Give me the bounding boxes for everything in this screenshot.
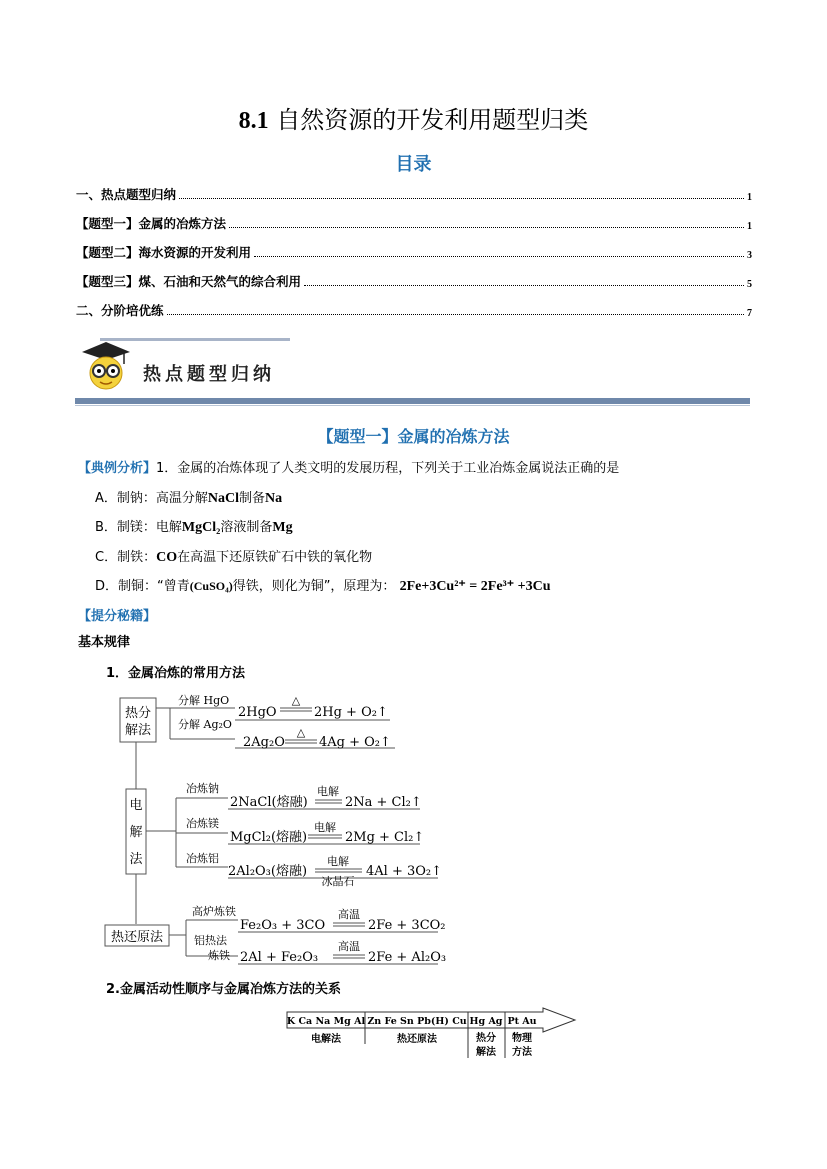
eq-rhs: 2Fe + 3CO₂ (368, 918, 446, 933)
question-tag: 【典例分析】 (78, 461, 157, 476)
option-equation: 2Fe+3Cu²⁺ = 2Fe³⁺ +3Cu (399, 579, 551, 594)
eq-condition: 高温 (338, 908, 360, 921)
question-stem (78, 457, 619, 476)
toc-item-page: 7 (747, 308, 752, 319)
toc-item[interactable] (76, 212, 752, 232)
method-name-electro-2: 解 (129, 825, 143, 840)
option-text: C．制铁： (95, 550, 157, 565)
eq-condition: △ (296, 726, 306, 739)
eq-condition: 电解 (317, 785, 339, 798)
option-d[interactable] (95, 575, 551, 595)
row-condition: 炼铁 (208, 949, 230, 962)
toc-item-page: 5 (747, 279, 752, 290)
eq-rhs: 2Na + Cl₂↑ (345, 795, 422, 810)
option-formula: MgCl₂ (181, 520, 221, 535)
method-label: 电解法 (311, 1034, 341, 1045)
method-label: 物理 (512, 1033, 532, 1044)
metal-group: Zn Fe Sn Pb(H) Cu (367, 1016, 467, 1027)
eq-lhs: 2HgO (238, 705, 277, 720)
toc-leader (304, 285, 744, 286)
method-label-2: 解法 (476, 1047, 496, 1058)
toc-heading: 目录 (395, 154, 432, 175)
toc-item[interactable] (76, 270, 752, 290)
option-formula: CO (156, 550, 178, 565)
method-label: 热分 (476, 1033, 496, 1044)
eq-condition: 高温 (338, 940, 360, 953)
basic-rules-heading: 基本规律 (78, 635, 131, 650)
row-condition: 分解 HgO (178, 694, 230, 707)
method-label-2: 方法 (512, 1047, 532, 1058)
option-text: 得铁，则化为铜”，原理为： (232, 579, 396, 594)
toc-leader (254, 256, 744, 257)
eq-condition: 电解 (314, 821, 336, 834)
eq-lhs: MgCl₂(熔融) (230, 830, 308, 845)
row-condition: 高炉炼铁 (192, 905, 236, 918)
metal-group: Hg Ag (469, 1016, 503, 1027)
eq-rhs: 2Mg + Cl₂↑ (345, 830, 425, 845)
method-name-reduce: 热还原法 (110, 930, 164, 945)
method-name-electro: 电 (129, 798, 143, 813)
method-label: 热还原法 (397, 1034, 437, 1045)
eq-rhs: 4Ag + O₂↑ (319, 735, 391, 750)
toc-item-label: 【题型二】海水资源的开发利用 (76, 245, 252, 260)
option-formula: (CuSO₄) (189, 579, 233, 593)
toc-leader (167, 314, 744, 315)
option-formula: Na (265, 491, 283, 506)
row-condition: 冶炼钠 (186, 782, 219, 795)
banner-divider-thin (75, 405, 750, 406)
option-b[interactable] (95, 516, 293, 536)
option-text: 制备 (239, 491, 266, 506)
option-text: D．制铜：“曾青 (95, 579, 190, 594)
eq-catalyst: 冰晶石 (321, 875, 355, 888)
eq-lhs: 2Al + Fe₂O₃ (240, 950, 319, 965)
scholar-mascot-icon (80, 340, 132, 392)
eq-condition: 电解 (327, 855, 349, 868)
question-text: 1．金属的冶炼体现了人类文明的发展历程，下列关于工业冶炼金属说法正确的是 (156, 461, 620, 476)
eq-rhs: 2Fe + Al₂O₃ (368, 950, 447, 965)
title-text: 自然资源的开发利用题型归类 (276, 106, 589, 134)
option-formula: NaCl (207, 491, 240, 506)
method-name-heat: 热分 (124, 706, 152, 721)
toc-item[interactable] (76, 183, 752, 203)
eq-lhs: 2Al₂O₃(熔融) (228, 864, 308, 879)
toc-item-label: 二、分阶培优练 (76, 303, 164, 318)
eq-lhs: 2NaCl(熔融) (230, 795, 308, 810)
toc-item-page: 1 (747, 192, 752, 203)
banner-title: 热点题型归纳 (143, 364, 275, 385)
option-text: 在高温下还原铁矿石中铁的氧化物 (177, 550, 373, 565)
section-title: 【题型一】金属的冶炼方法 (317, 427, 510, 446)
title-number: 8.1 (238, 108, 269, 134)
tips-tag: 【提分秘籍】 (78, 609, 157, 624)
page-title (0, 100, 827, 135)
smelting-methods-diagram (100, 684, 450, 974)
toc-item-page: 3 (747, 250, 752, 261)
toc-leader (179, 198, 744, 199)
toc-item-label: 【题型三】煤、石油和天然气的综合利用 (76, 274, 302, 289)
toc-item-label: 【题型一】金属的冶炼方法 (76, 216, 227, 231)
subheading-methods: 1．金属冶炼的常用方法 (106, 666, 246, 681)
subheading-activity: 2.金属活动性顺序与金属冶炼方法的关系 (106, 982, 341, 997)
eq-lhs: Fe₂O₃ + 3CO (240, 918, 326, 933)
option-a[interactable] (95, 487, 282, 507)
toc-item[interactable] (76, 241, 752, 261)
option-text: B．制镁：电解 (95, 520, 182, 535)
eq-rhs: 4Al + 3O₂↑ (366, 864, 443, 879)
eq-condition: △ (291, 694, 301, 707)
row-condition: 冶炼镁 (186, 817, 219, 830)
toc-item-page: 1 (747, 221, 752, 232)
row-condition: 铝热法 (194, 934, 227, 947)
eq-lhs: 2Ag₂O (243, 735, 285, 750)
option-formula: Mg (272, 520, 293, 535)
eq-rhs: 2Hg + O₂↑ (314, 705, 388, 720)
option-text: A．制钠：高温分解 (95, 491, 208, 506)
activity-series-diagram (285, 1006, 577, 1062)
metal-group: Pt Au (507, 1016, 537, 1027)
method-name-heat-2: 解法 (124, 723, 152, 738)
metal-group: K Ca Na Mg Al (286, 1016, 366, 1027)
row-condition: 分解 Ag₂O (178, 718, 232, 731)
option-text: 溶液制备 (220, 520, 273, 535)
method-name-electro-3: 法 (129, 852, 143, 867)
toc-leader (229, 227, 744, 228)
toc-item[interactable] (76, 299, 752, 319)
toc-item-label: 一、热点题型归纳 (76, 187, 177, 202)
row-condition: 冶炼铝 (186, 852, 219, 865)
option-c[interactable] (95, 546, 372, 566)
banner-divider (75, 398, 750, 404)
